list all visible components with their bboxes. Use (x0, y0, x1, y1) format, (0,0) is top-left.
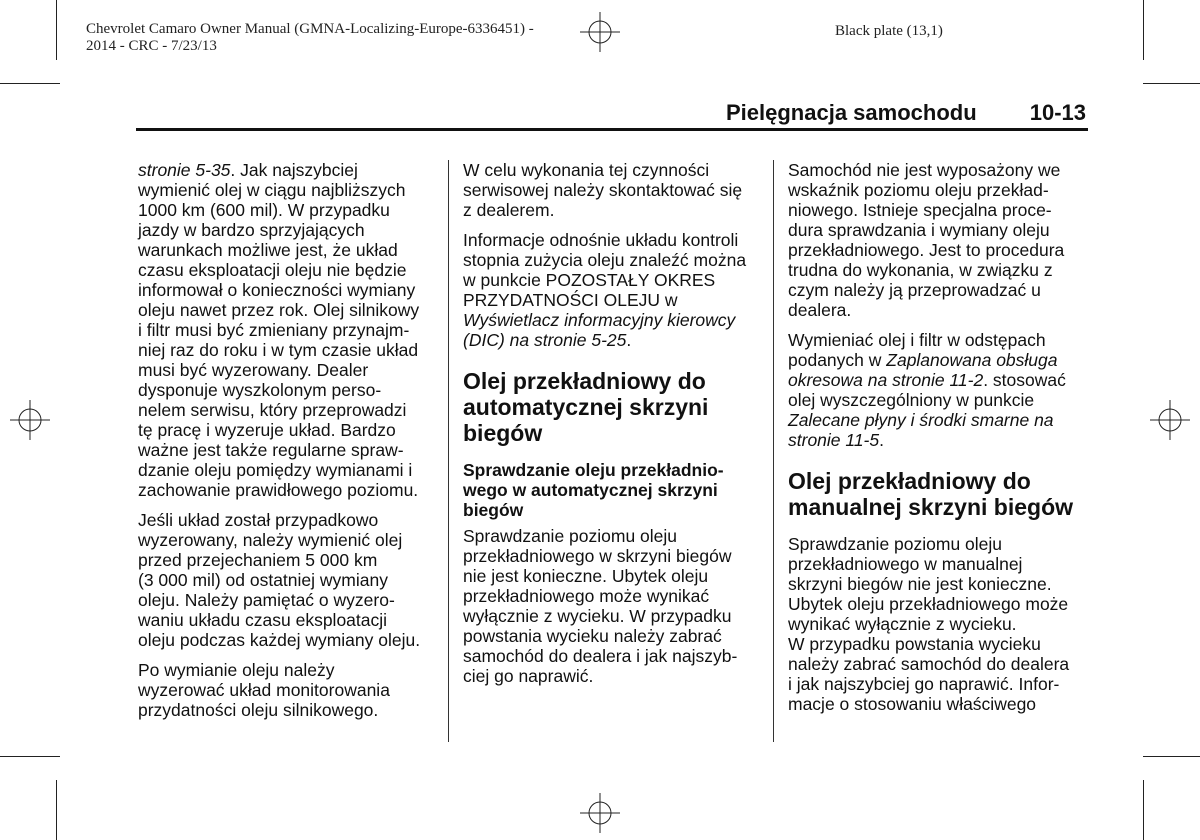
header-rule (136, 128, 1088, 131)
text-line: wyzerowany, należy wymienić olej (138, 530, 403, 550)
crop-mark (56, 780, 57, 840)
paragraph (463, 526, 763, 686)
crop-mark (1143, 0, 1144, 60)
text-line: Jeśli układ został przypadkowo (138, 510, 379, 530)
paragraph (463, 230, 763, 350)
text-line: Samochód nie jest wyposażony we (788, 160, 1061, 180)
heading-line: Olej przekładniowy do (463, 368, 706, 394)
text-line: W przypadku powstania wycieku (788, 634, 1041, 654)
paragraph (138, 160, 438, 500)
cross-reference: okresowa na stronie 11-2 (788, 370, 984, 390)
section-heading (788, 468, 1088, 520)
text: . stosować (983, 370, 1066, 390)
text-line: skrzyni biegów nie jest konieczne. (788, 574, 1052, 594)
text-line: z dealerem. (463, 200, 555, 220)
heading-line: biegów (463, 420, 543, 446)
text-line: Po wymianie oleju należy (138, 660, 335, 680)
text-line: wynikać wyłącznie z wycieku. (788, 614, 1017, 634)
text-line: Ubytek oleju przekładniowego może (788, 594, 1069, 614)
cross-reference: (DIC) na stronie 5-25 (463, 330, 627, 350)
text-line: nelem serwisu, który przeprowadzi (138, 400, 407, 420)
text: . (879, 430, 884, 450)
text-line: samochód do dealera i jak najszyb- (463, 646, 738, 666)
column-1 (138, 160, 438, 730)
text-line: zachowanie prawidłowego poziomu. (138, 480, 419, 500)
heading-line: Sprawdzanie oleju przekładnio- (463, 460, 724, 480)
section-title: Pielęgnacja samochodu (726, 100, 977, 125)
text-line: macje o stosowaniu właściwego (788, 694, 1037, 714)
text-line: przekładniowego. Jest to procedura (788, 240, 1065, 260)
text-line: nie jest konieczne. Ubytek oleju (463, 566, 709, 586)
text-line: dura sprawdzania i wymiany oleju (788, 220, 1050, 240)
paragraph (463, 160, 763, 220)
text-line: olej wyszczególniony w punkcie (788, 390, 1035, 410)
text-line: stopnia zużycia oleju znaleźć można (463, 250, 747, 270)
text-line: powstania wycieku należy zabrać (463, 626, 722, 646)
plate-label: Black plate (13,1) (835, 23, 943, 39)
text-line: W celu wykonania tej czynności (463, 160, 710, 180)
column-divider (773, 160, 774, 742)
crop-mark (0, 756, 60, 757)
registration-mark-icon (580, 12, 620, 52)
text-line: dealera. (788, 300, 852, 320)
crop-mark (1143, 780, 1144, 840)
text-line: jazdy w bardzo sprzyjających (138, 220, 365, 240)
cross-reference: stronie 11-5 (788, 430, 880, 450)
text-line: wskaźnik poziomu oleju przekład- (788, 180, 1049, 200)
crop-mark (1143, 756, 1200, 757)
heading-line: manualnej skrzyni biegów (788, 494, 1074, 520)
cross-reference: Zalecane płyny i środki smarne na (788, 410, 1054, 430)
text-line: 1000 km (600 mil). W przypadku (138, 200, 390, 220)
column-3 (788, 160, 1088, 724)
text-line: serwisowej należy skontaktować się (463, 180, 743, 200)
text-line: warunkach możliwe jest, że układ (138, 240, 398, 260)
text-line: musi być wyzerowany. Dealer (138, 360, 369, 380)
text-line: przydatności oleju silnikowego. (138, 700, 379, 720)
heading-line: automatycznej skrzyni (463, 394, 709, 420)
page-reference: stronie 5-35 (138, 160, 231, 180)
text-line: przekładniowego w manualnej (788, 554, 1023, 574)
text-line: ważne jest także regularne spraw- (138, 440, 404, 460)
text-line: i jak najszybciej go naprawić. Infor- (788, 674, 1060, 694)
text-line: oleju nawet przez rok. Olej silnikowy (138, 300, 420, 320)
text-line: PRZYDATNOŚCI OLEJU w (463, 290, 678, 310)
text-line: dzanie oleju pomiędzy wymianami i (138, 460, 413, 480)
text-line: trudna do wykonania, w związku z (788, 260, 1053, 280)
paragraph (788, 330, 1088, 450)
text-line: przekładniowego może wynikać (463, 586, 710, 606)
heading-line: biegów (463, 500, 524, 520)
text-line: przed przejechaniem 5 000 km (138, 550, 378, 570)
text-line: w punkcie POZOSTAŁY OKRES (463, 270, 716, 290)
column-divider (448, 160, 449, 742)
text-line: wymienić olej w ciągu najbliższych (138, 180, 406, 200)
paragraph (138, 660, 438, 720)
paragraph (788, 534, 1088, 714)
cross-reference: Zaplanowana obsługa (886, 350, 1058, 370)
text-line: niej raz do roku i w tym czasie układ (138, 340, 419, 360)
text-line: oleju. Należy pamiętać o wyzero- (138, 590, 395, 610)
text: podanych w (788, 350, 887, 370)
registration-mark-icon (580, 793, 620, 833)
heading-line: Olej przekładniowy do (788, 468, 1031, 494)
paragraph (788, 160, 1088, 320)
subsection-heading (463, 460, 763, 520)
text-line: niowego. Istnieje specjalna proce- (788, 200, 1052, 220)
text-line: wyłącznie z wycieku. W przypadku (463, 606, 732, 626)
section-heading (463, 368, 763, 446)
crop-mark (1143, 83, 1200, 84)
text-line: i filtr musi być zmieniany przynajm- (138, 320, 410, 340)
text-line: czym należy ją przeprowadzać u (788, 280, 1041, 300)
heading-line: wego w automatycznej skrzyni (463, 480, 718, 500)
text-line: waniu układu czasu eksploatacji (138, 610, 388, 630)
text-line: oleju podczas każdej wymiany oleju. (138, 630, 421, 650)
text-line: (3 000 mil) od ostatniej wymiany (138, 570, 388, 590)
text-line: ciej go naprawić. (463, 666, 594, 686)
text-line: przekładniowego w skrzyni biegów (463, 546, 732, 566)
cross-reference: Wyświetlacz informacyjny kierowcy (463, 310, 736, 330)
crop-mark (56, 0, 57, 60)
text-line: czasu eksploatacji oleju nie będzie (138, 260, 407, 280)
registration-mark-icon (1150, 400, 1190, 440)
doc-meta-line1: Chevrolet Camaro Owner Manual (GMNA-Localizing-Europe-6336451) - (86, 21, 534, 37)
crop-mark (0, 83, 60, 84)
text-line: wyzerować układ monitorowania (138, 680, 390, 700)
text-line: Sprawdzanie poziomu oleju (788, 534, 1003, 554)
text-line: należy zabrać samochód do dealera (788, 654, 1070, 674)
text-line: dysponuje wyszkolonym perso- (138, 380, 382, 400)
text-line: tę pracę i wyzeruje układ. Bardzo (138, 420, 396, 440)
registration-mark-icon (10, 400, 50, 440)
text-line: Informacje odnośnie układu kontroli (463, 230, 739, 250)
doc-meta-line2: 2014 - CRC - 7/23/13 (86, 38, 217, 54)
text-line: Sprawdzanie poziomu oleju (463, 526, 678, 546)
column-2 (463, 160, 763, 696)
text-line: Wymieniać olej i filtr w odstępach (788, 330, 1046, 350)
text: . (626, 330, 632, 350)
text-line: informował o konieczności wymiany (138, 280, 416, 300)
paragraph (138, 510, 438, 650)
text: . Jak najszybciej (230, 160, 358, 180)
page-number: 10-13 (1029, 100, 1086, 125)
